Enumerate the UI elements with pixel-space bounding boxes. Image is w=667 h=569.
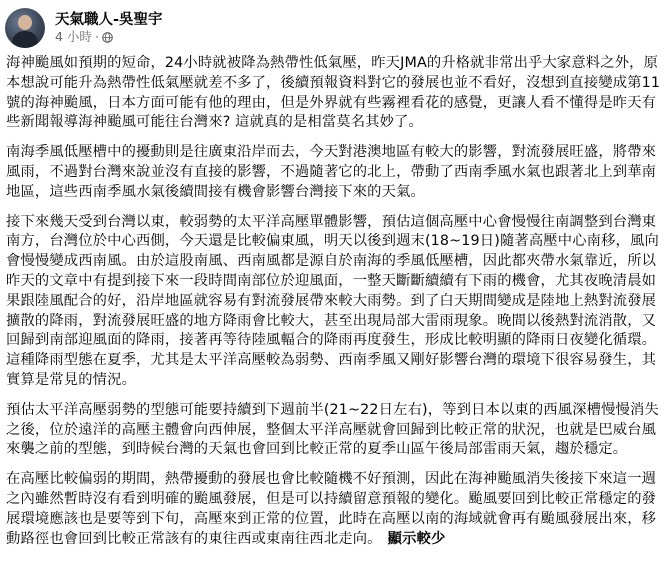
post-paragraph: 接下來幾天受到台灣以東，較弱勢的太平洋高壓單體影響，預估這個高壓中心會慢慢往南調整到台灣東南方，台灣位於中心西側，今天還是比較偏東風，明天以後到週末(18~19日)隨著高壓中心南移，風向會慢慢變成西南風。由於這股南風、西南風都是源自於南海的季風低壓槽，因此都夾帶水氣靠近，所以昨天的文章中有提到接下來一段時間南部位於迎風面，一整天斷斷續續有下雨的機會，尤其夜晚清晨如果跟陸風配合的好，沿岸地區就容易有對流發展帶來較大雨勢。到了白天期間變成是陸地上熱對流發展擴散的降雨，對流發展旺盛的地方降雨會比較大，甚至出現局部大雷雨現象。晚間以後熱對流消散，又回歸到南部迎風面的降雨，接著再等待陸風輻合的降雨再度發生，形成比較明顯的降雨日夜變化循環。這種降雨型態在夏季，尤其是太平洋高壓較為弱勢、西南季風又剛好影響台灣的環境下很容易發生，其實算是常見的情況。 <box>6 213 659 388</box>
separator-dot: · <box>94 29 99 44</box>
author-name[interactable]: 天氣職人-吳聖宇 <box>55 12 163 28</box>
avatar[interactable] <box>5 8 45 48</box>
post-paragraph-last <box>6 470 661 549</box>
post-timestamp[interactable]: 4 小時 <box>55 29 92 44</box>
globe-icon[interactable] <box>102 29 113 45</box>
avatar-head <box>18 15 32 30</box>
post-subline <box>55 29 163 45</box>
post-paragraph: 預估太平洋高壓弱勢的型態可能要持續到下週前半(21~22日左右)，等到日本以東的西風深槽慢慢消失之後，位於遠洋的高壓主體會向西伸展，整個太平洋高壓就會回歸到比較正常的狀況，也就是巴威台風來襲之前的型態，到時候台灣的天氣也會回到比較正常的夏季山區午後局部雷雨天氣，趨於穩定。 <box>6 401 659 458</box>
avatar-body <box>12 31 38 48</box>
see-less-link[interactable]: 顯示較少 <box>387 530 446 547</box>
post-header <box>5 6 163 50</box>
post-paragraph: 海神颱風如預期的短命，24小時就被降為熱帶性低氣壓，昨天JMA的升格就非常出乎大家意料之外，原本想說可能升為熱帶性低氣壓就差不多了，後續預報資料對它的發展也並不看好，沒想到直接變成第11號的海神颱風，日本方面可能有他的理由，但是外界就有些霧裡看花的感覺，更讓人看不懂得是昨天有些新聞報導海神颱風可能往台灣來? 這就真的是相當莫名其妙了。 <box>6 55 661 131</box>
post-paragraph: 南海季風低壓槽中的擾動則是往廣東沿岸而去，今天對港澳地區有較大的影響，對流發展旺盛，將帶來風雨，不過對台灣來說並沒有直接的影響，不過隨著它的北上，帶動了西南季風水氣也跟著北上到華南地區，這些西南季風水氣後續間接有機會影響台灣接下來的天氣。 <box>6 144 657 200</box>
post-paragraph-text: 在高壓比較偏弱的期間，熱帶擾動的發展也會比較隨機不好預測，因此在海神颱風消失後接下來這一週之內雖然暫時沒有看到明確的颱風發展，但是可以持續留意預報的變化。颱風要回到比較正常穩定的發展環境應該也是要等到下旬，高壓來到正常的位置，此時在高壓以南的海域就會再有颱風發展出來，移動路徑也會回到比較正常該有的東往西或東南往西北走向。 <box>6 471 657 547</box>
post-meta <box>55 11 163 45</box>
post-content <box>6 54 661 559</box>
